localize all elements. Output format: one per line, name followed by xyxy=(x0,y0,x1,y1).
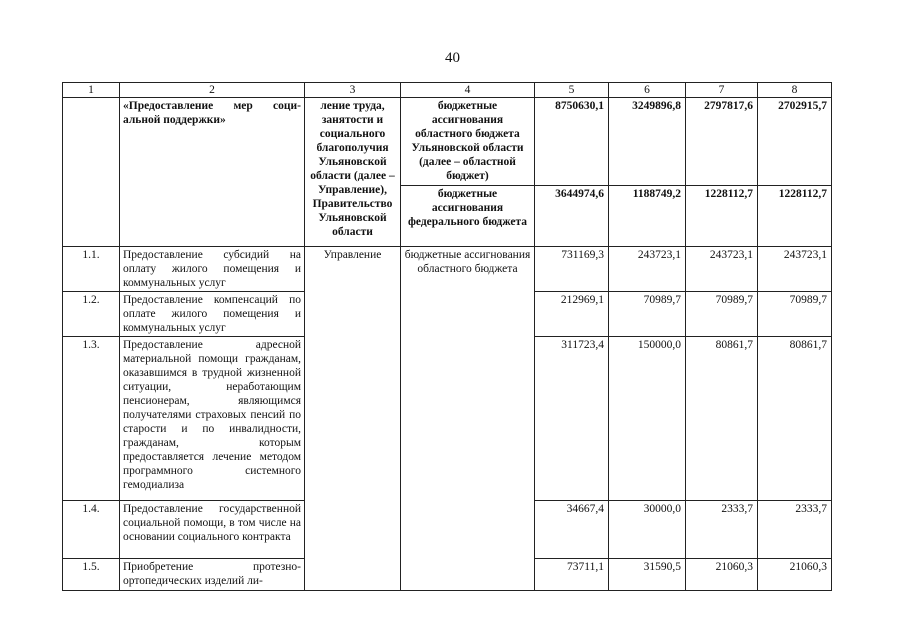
section-executor: ление труда, занятости и социального благополучия Ульяновской области (далее – Управление), Правительство Ульяновской области xyxy=(305,98,401,247)
row-value: 243723,1 xyxy=(758,247,832,292)
section-num-cell xyxy=(63,98,120,247)
row-value: 21060,3 xyxy=(758,559,832,591)
row-value: 70989,7 xyxy=(686,292,758,337)
row-value: 2333,7 xyxy=(686,501,758,559)
row-value: 243723,1 xyxy=(609,247,686,292)
column-header: 8 xyxy=(758,83,832,98)
section-source-regional: бюджетные ассигнования областного бюджета Ульяновской области (далее – областной бюджет) xyxy=(401,98,535,186)
section-value: 3249896,8 xyxy=(609,98,686,186)
column-header: 7 xyxy=(686,83,758,98)
section-value: 2797817,6 xyxy=(686,98,758,186)
column-header: 2 xyxy=(120,83,305,98)
row-value: 80861,7 xyxy=(758,337,832,501)
row-value: 212969,1 xyxy=(535,292,609,337)
column-number-row xyxy=(63,83,832,98)
section-value: 1228112,7 xyxy=(758,186,832,247)
section-title: «Предоставление мер соци-альной поддержки» xyxy=(120,98,305,247)
row-value: 70989,7 xyxy=(758,292,832,337)
column-header: 5 xyxy=(535,83,609,98)
row-value: 73711,1 xyxy=(535,559,609,591)
row-value: 311723,4 xyxy=(535,337,609,501)
row-executor: Управление xyxy=(305,247,401,591)
row-value: 21060,3 xyxy=(686,559,758,591)
section-value: 3644974,6 xyxy=(535,186,609,247)
section-source-federal: бюджетные ассигнования федерального бюджета xyxy=(401,186,535,247)
row-name: Предоставление адресной материальной помощи гражданам, оказавшимся в трудной жизненной ситуации, неработающим пенсионерам, являющимся получателями страховых пенсий по старости и по инвалидности, гражданам, которым предоставляется лечение методом программного системного гемодиализа xyxy=(120,337,305,501)
row-value: 80861,7 xyxy=(686,337,758,501)
row-value: 31590,5 xyxy=(609,559,686,591)
column-header: 1 xyxy=(63,83,120,98)
row-name: Предоставление государственной социальной помощи, в том числе на основании социального контракта xyxy=(120,501,305,559)
row-number: 1.1. xyxy=(63,247,120,292)
row-name: Предоставление компенсаций по оплате жилого помещения и коммунальных услуг xyxy=(120,292,305,337)
column-header: 6 xyxy=(609,83,686,98)
row-value: 243723,1 xyxy=(686,247,758,292)
table-row xyxy=(63,247,832,292)
section-row-regional xyxy=(63,98,832,186)
row-name: Приобретение протезно-ортопедических изделий ли- xyxy=(120,559,305,591)
row-source: бюджетные ассигнования областного бюджета xyxy=(401,247,535,591)
section-value: 1228112,7 xyxy=(686,186,758,247)
column-header: 4 xyxy=(401,83,535,98)
page-number: 40 xyxy=(445,50,460,66)
row-number: 1.3. xyxy=(63,337,120,501)
section-value: 8750630,1 xyxy=(535,98,609,186)
row-value: 70989,7 xyxy=(609,292,686,337)
row-value: 2333,7 xyxy=(758,501,832,559)
column-header: 3 xyxy=(305,83,401,98)
row-number: 1.2. xyxy=(63,292,120,337)
row-name: Предоставление субсидий на оплату жилого помещения и коммунальных услуг xyxy=(120,247,305,292)
row-value: 731169,3 xyxy=(535,247,609,292)
section-value: 2702915,7 xyxy=(758,98,832,186)
section-value: 1188749,2 xyxy=(609,186,686,247)
row-value: 30000,0 xyxy=(609,501,686,559)
row-value: 150000,0 xyxy=(609,337,686,501)
row-value: 34667,4 xyxy=(535,501,609,559)
row-number: 1.5. xyxy=(63,559,120,591)
row-number: 1.4. xyxy=(63,501,120,559)
program-table xyxy=(62,82,832,591)
